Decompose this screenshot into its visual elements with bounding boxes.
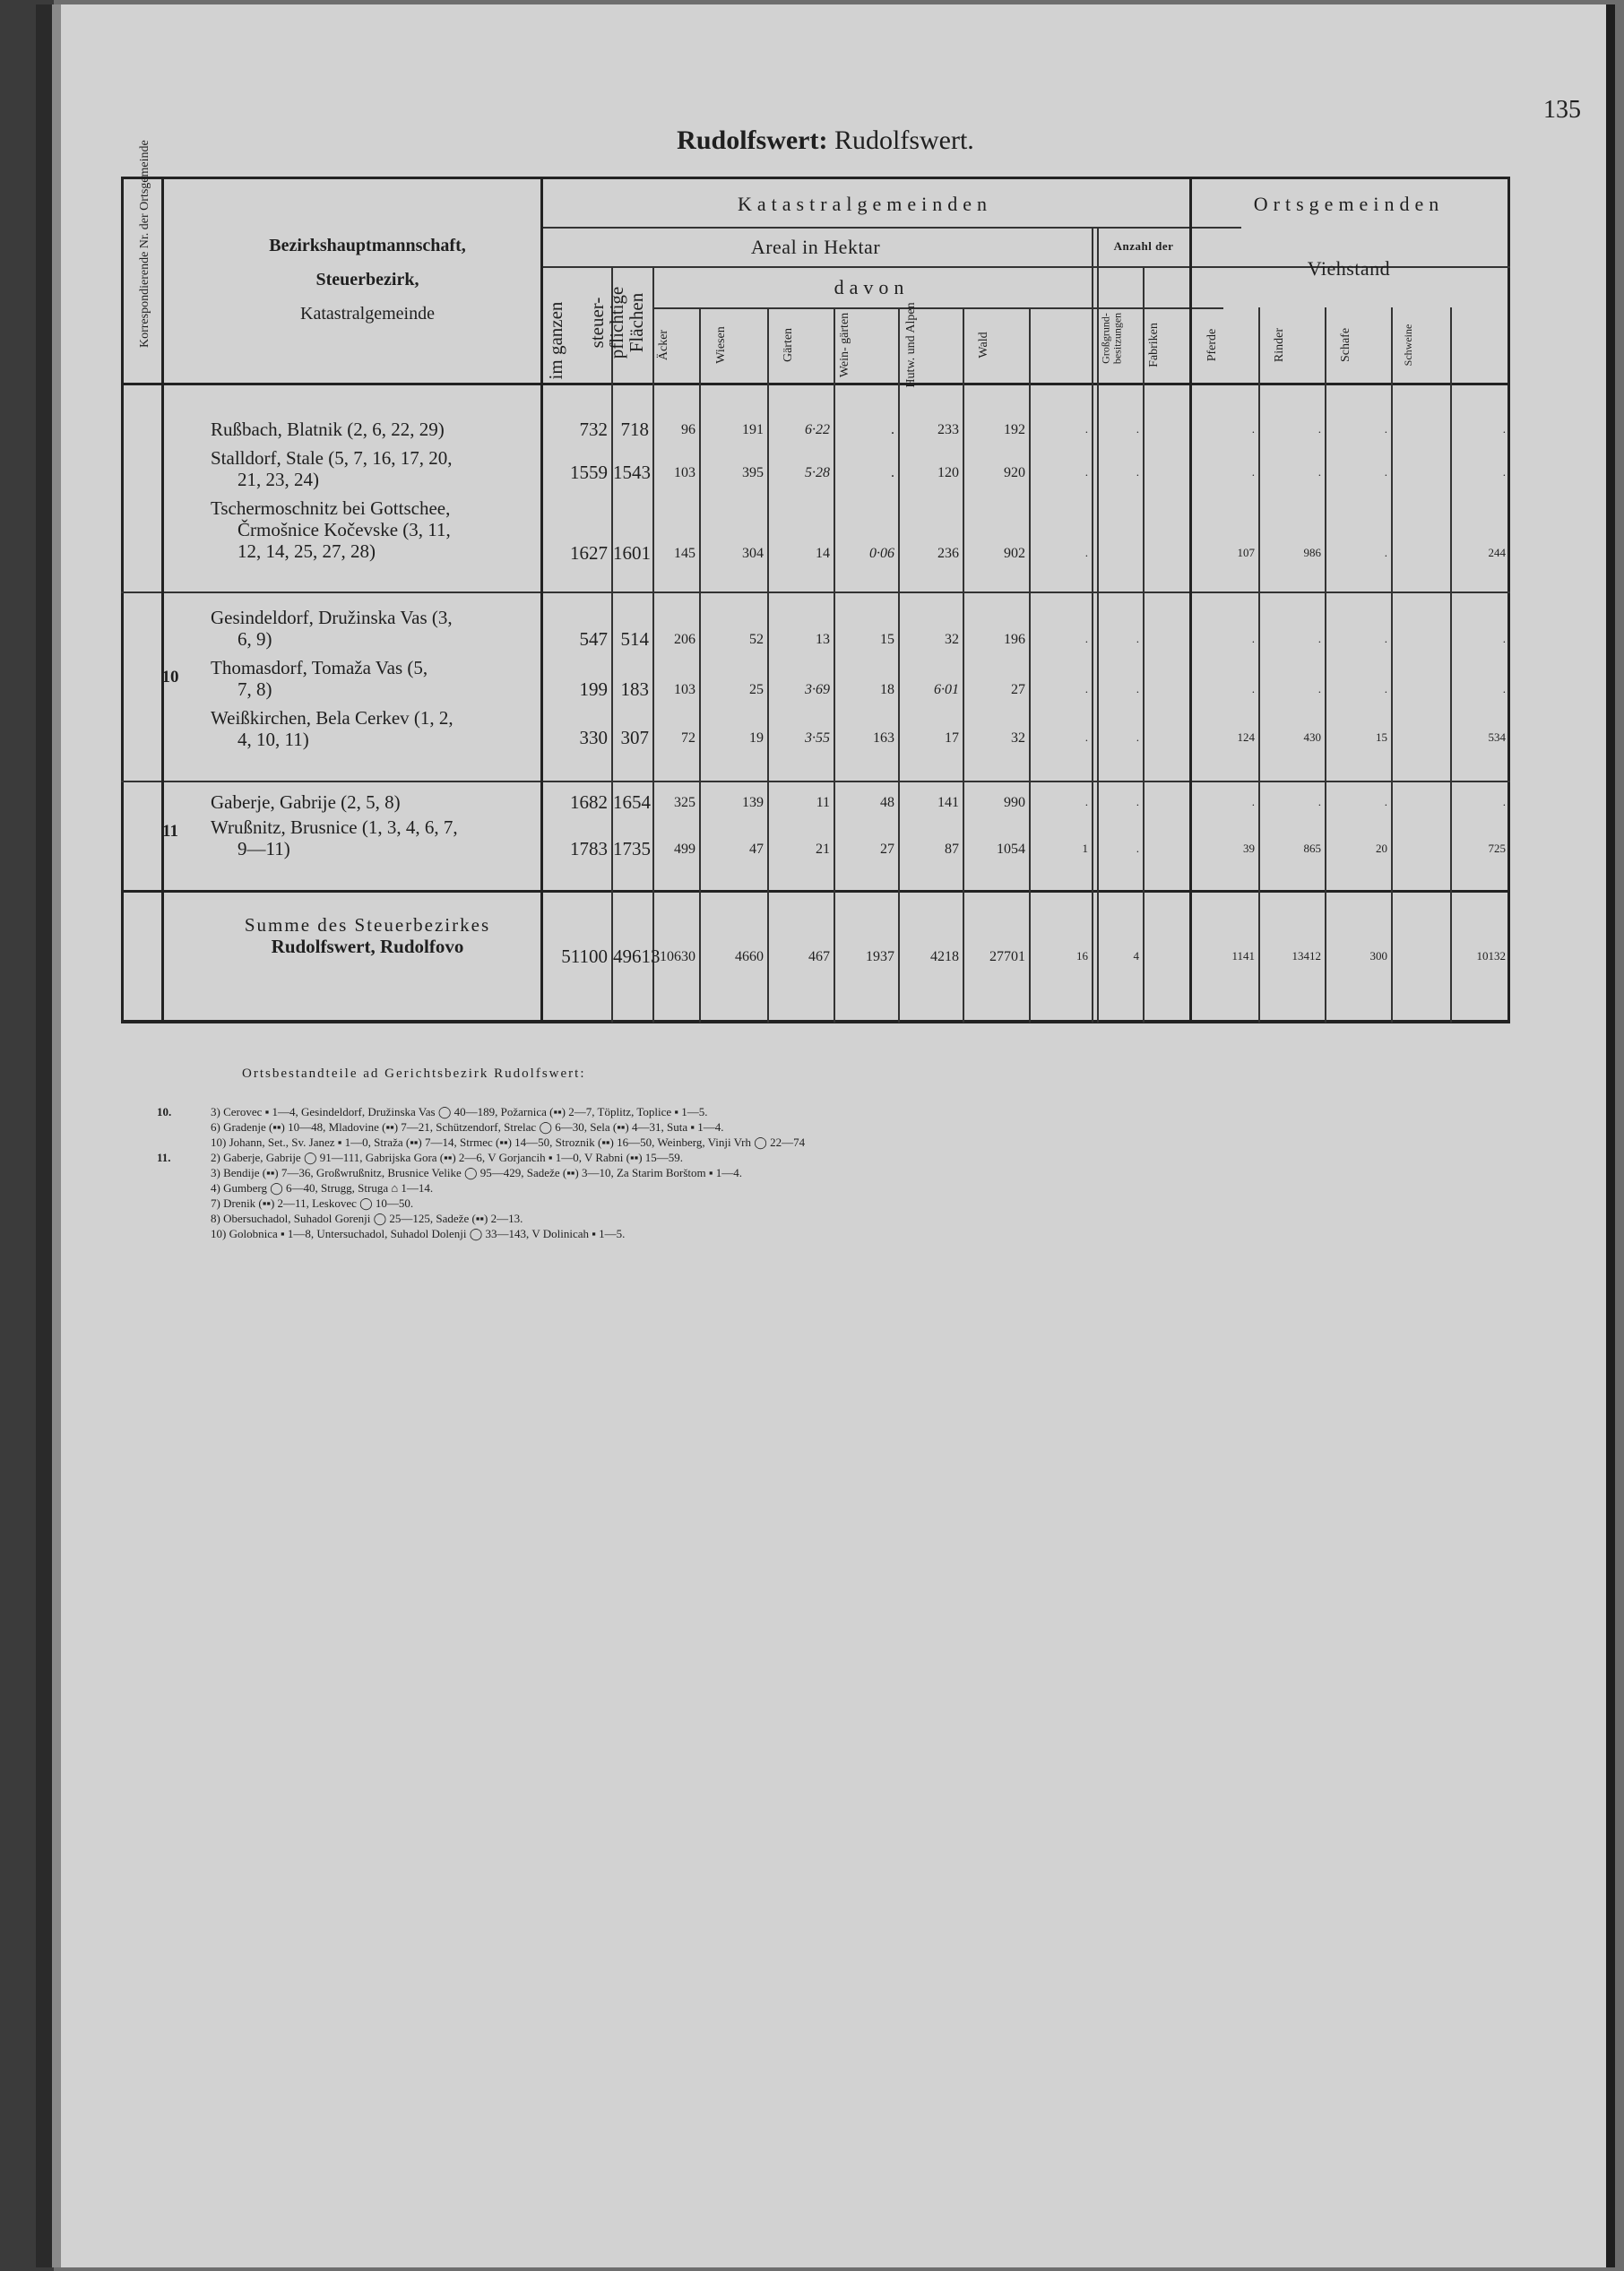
- header-im-ganzen: im ganzen: [545, 301, 566, 380]
- table-cell: 3·55: [805, 730, 830, 746]
- table-cell: .: [1384, 795, 1387, 808]
- table-cell: 192: [1004, 422, 1025, 437]
- header-korr-nr: Korrespondierende Nr. der Ortsgemeinde: [138, 140, 151, 348]
- table-cell: .: [1502, 465, 1506, 479]
- footer-title: Ortsbestandteile ad Gerichtsbezirk Rudolfswert:: [242, 1066, 586, 1081]
- table-cell: 430: [1303, 730, 1321, 744]
- footnote-line: [157, 1212, 1412, 1226]
- table-cell: 236: [937, 546, 959, 561]
- summe-cell: 4: [1133, 949, 1139, 963]
- footnote-text: 7) Drenik (▪▪) 2—11, Leskovec ◯ 10—50.: [211, 1196, 414, 1210]
- page-title: [36, 125, 1615, 156]
- row-name: [211, 497, 569, 562]
- table-cell: 120: [937, 465, 959, 480]
- row-name: [211, 607, 569, 650]
- footnote-text: 3) Bendije (▪▪) 7—36, Großwrußnitz, Brusnice Velike ◯ 95—429, Sadeže (▪▪) 3—10, Za Starim Borštom ▪ 1—4.: [211, 1166, 743, 1179]
- table-cell: .: [1251, 795, 1255, 808]
- row-name-line: 12, 14, 25, 27, 28): [238, 540, 376, 562]
- header-rinder: Rinder: [1273, 327, 1286, 363]
- summe-cell: 27701: [989, 949, 1025, 964]
- table-cell: 13: [816, 632, 830, 647]
- table-cell: .: [1384, 422, 1387, 436]
- table-cell: 1543: [613, 462, 651, 483]
- table-cell: 1654: [613, 791, 651, 813]
- table-cell: 902: [1004, 546, 1025, 561]
- table-cell: .: [1084, 795, 1088, 808]
- book-spine-shadow: [52, 4, 61, 2267]
- footnote-text: 4) Gumberg ◯ 6—40, Strugg, Struga ⌂ 1—14.: [211, 1181, 434, 1195]
- footnote-text: 6) Gradenje (▪▪) 10—48, Mladovine (▪▪) 7—21, Schützendorf, Strelac ◯ 6—30, Sela (▪▪) 4—31, Suta ▪ 1—4.: [211, 1120, 724, 1134]
- table-cell: .: [1384, 465, 1387, 479]
- table-cell: .: [1317, 795, 1321, 808]
- row-name-line: 6, 9): [238, 628, 272, 650]
- summe-cell: 1141: [1231, 949, 1255, 963]
- row-name-line: Wrußnitz, Brusnice (1, 3, 4, 6, 7,: [211, 816, 458, 838]
- table-cell: 5·28: [805, 465, 830, 480]
- table-cell: 39: [1243, 842, 1255, 855]
- footnote-text: 3) Cerovec ▪ 1—4, Gesindeldorf, Družinska Vas ◯ 40—189, Požarnica (▪▪) 2—7, Töplitz, Toplice ▪ 1—5.: [211, 1105, 708, 1118]
- footnote-text: 8) Obersuchadol, Suhadol Gorenji ◯ 25—125, Sadeže (▪▪) 2—13.: [211, 1212, 523, 1225]
- table-cell: 145: [674, 546, 695, 561]
- footnote-line: [157, 1196, 1412, 1211]
- table-cell: 0·06: [869, 546, 894, 561]
- summe-cell: 13412: [1291, 949, 1321, 963]
- row-name: [211, 791, 569, 813]
- header-steuerpflichtige: steuer- pflichtige Flächen: [586, 286, 648, 359]
- table-cell: 244: [1488, 546, 1506, 559]
- footnote-line: [157, 1166, 1412, 1180]
- book-spine: [36, 4, 52, 2267]
- table-cell: 307: [620, 727, 649, 748]
- table-cell: 72: [681, 730, 695, 746]
- header-gaerten: Gärten: [782, 327, 795, 363]
- table-cell: 27: [1011, 682, 1025, 697]
- row-name-line: Gesindeldorf, Družinska Vas (3,: [211, 607, 453, 628]
- header-bez-line1: Bezirkshauptmannschaft,: [269, 236, 466, 255]
- table-cell: 163: [873, 730, 894, 746]
- footnote-text: 10) Johann, Set., Sv. Janez ▪ 1—0, Straža (▪▪) 7—14, Strmec (▪▪) 14—50, Stroznik (▪▪) 16—50, Weinberg, Vinji Vrh ◯ 22—74: [211, 1136, 806, 1149]
- table-cell: 1559: [570, 462, 608, 483]
- header-weingaerten: Wein- gärten: [838, 312, 851, 378]
- table-cell: .: [1384, 546, 1387, 559]
- table-cell: 547: [579, 628, 608, 650]
- table-cell: 32: [1011, 730, 1025, 746]
- header-viehstand: Viehstand: [1307, 257, 1391, 280]
- header-bez-line2: Steuerbezirk,: [315, 270, 419, 289]
- row-name: [211, 816, 569, 859]
- row-name: [211, 419, 569, 440]
- row-name-line: Stalldorf, Stale (5, 7, 16, 17, 20,: [211, 447, 453, 469]
- table-cell: 206: [674, 632, 695, 647]
- page-title-rest: Rudolfswert.: [827, 125, 974, 155]
- row-name-line: Thomasdorf, Tomaža Vas (5,: [211, 657, 428, 678]
- table-cell: .: [1136, 682, 1139, 695]
- row-name-line: Črmošnice Kočevske (3, 11,: [238, 519, 451, 540]
- row-name: [211, 707, 569, 750]
- table-cell: .: [1084, 422, 1088, 436]
- table-cell: 139: [742, 795, 764, 810]
- table-cell: .: [1084, 730, 1088, 744]
- table-cell: .: [1384, 632, 1387, 645]
- table-cell: 141: [937, 795, 959, 810]
- table-cell: .: [1317, 632, 1321, 645]
- table-cell: 6·22: [805, 422, 830, 437]
- header-bezirk: [188, 229, 547, 331]
- table-cell: .: [1136, 795, 1139, 808]
- table-cell: 395: [742, 465, 764, 480]
- row-name-line: 7, 8): [238, 678, 272, 700]
- table-cell: 14: [816, 546, 830, 561]
- header-wald: Wald: [977, 332, 990, 358]
- footnote-line: [157, 1136, 1412, 1150]
- header-bez-line3: Katastralgemeinde: [300, 304, 435, 324]
- table-cell: .: [1251, 465, 1255, 479]
- table-cell: 96: [681, 422, 695, 437]
- table-cell: .: [1317, 465, 1321, 479]
- page-title-bold: Rudolfswert:: [677, 125, 828, 155]
- table-cell: .: [1136, 632, 1139, 645]
- header-schweine: Schweine: [1402, 324, 1414, 367]
- table-cell: 865: [1303, 842, 1321, 855]
- row-name-line: 4, 10, 11): [238, 729, 309, 750]
- table-cell: .: [1251, 632, 1255, 645]
- footnote-line: [157, 1105, 1412, 1119]
- row-name-line: 21, 23, 24): [238, 469, 319, 490]
- table-cell: 19: [749, 730, 764, 746]
- table-cell: 15: [880, 632, 894, 647]
- table-cell: .: [1136, 730, 1139, 744]
- row-name-line: 9—11): [238, 838, 290, 859]
- table-cell: .: [1502, 632, 1506, 645]
- table-cell: 52: [749, 632, 764, 647]
- table-cell: 732: [579, 419, 608, 440]
- header-areal: Areal in Hektar: [750, 236, 881, 258]
- table-cell: 20: [1376, 842, 1387, 855]
- table-cell: 103: [674, 465, 695, 480]
- table-cell: 1054: [997, 842, 1025, 857]
- table-cell: 304: [742, 546, 764, 561]
- table-cell: .: [1084, 682, 1088, 695]
- header-hutweiden: Hutw. und Alpen: [904, 302, 918, 388]
- table-cell: 191: [742, 422, 764, 437]
- table-cell: 718: [620, 419, 649, 440]
- table-cell: 725: [1488, 842, 1506, 855]
- table-cell: 11: [816, 795, 830, 810]
- header-fabriken: Fabriken: [1147, 323, 1161, 367]
- table-cell: 199: [579, 678, 608, 700]
- table-cell: 325: [674, 795, 695, 810]
- table-cell: 87: [945, 842, 959, 857]
- table-cell: .: [1384, 682, 1387, 695]
- section-number: 10: [161, 668, 179, 686]
- table-cell: 18: [880, 682, 894, 697]
- table-cell: .: [1136, 842, 1139, 855]
- footnote-line: [157, 1120, 1412, 1135]
- table-cell: 920: [1004, 465, 1025, 480]
- table-cell: 1601: [613, 542, 651, 564]
- summe-cell: 1937: [866, 949, 894, 964]
- summe-cell: 10132: [1476, 949, 1506, 963]
- table-cell: .: [1084, 546, 1088, 559]
- summe-cell: 300: [1369, 949, 1387, 963]
- table-cell: 103: [674, 682, 695, 697]
- table-cell: 48: [880, 795, 894, 810]
- summe-line1: Summe des Steuerbezirkes: [244, 914, 491, 936]
- table-cell: 15: [1376, 730, 1387, 744]
- row-name: [211, 447, 569, 490]
- table-cell: .: [891, 422, 894, 437]
- header-grossgrund: Großgrund- besitzungen: [1099, 312, 1124, 365]
- table-cell: .: [1251, 682, 1255, 695]
- document-page: [36, 4, 1615, 2267]
- table-cell: .: [1502, 422, 1506, 436]
- table-cell: 990: [1004, 795, 1025, 810]
- table-cell: 1682: [570, 791, 608, 813]
- summe-label: [197, 914, 538, 957]
- table-cell: 986: [1303, 546, 1321, 559]
- row-name-line: Weißkirchen, Bela Cerkev (1, 2,: [211, 707, 454, 729]
- table-cell: 3·69: [805, 682, 830, 697]
- table-cell: 47: [749, 842, 764, 857]
- table-cell: .: [1084, 632, 1088, 645]
- header-schafe: Schafe: [1339, 327, 1352, 363]
- table-cell: 1: [1082, 842, 1088, 855]
- table-cell: .: [1084, 465, 1088, 479]
- table-cell: 233: [937, 422, 959, 437]
- footnote-text: 10) Golobnica ▪ 1—8, Untersuchadol, Suhadol Dolenji ◯ 33—143, V Dolinicah ▪ 1—5.: [211, 1227, 626, 1240]
- table-cell: 196: [1004, 632, 1025, 647]
- row-name-line: Gaberje, Gabrije (2, 5, 8): [211, 791, 401, 813]
- table-cell: .: [1317, 422, 1321, 436]
- footnote-section: 10.: [157, 1105, 172, 1118]
- summe-cell: 16: [1076, 949, 1088, 963]
- table-cell: 183: [620, 678, 649, 700]
- table-cell: 1735: [613, 838, 651, 859]
- summe-cell: 10630: [660, 949, 695, 964]
- header-davon: davon: [834, 276, 910, 298]
- table-cell: 32: [945, 632, 959, 647]
- table-cell: 107: [1237, 546, 1255, 559]
- table-cell: 25: [749, 682, 764, 697]
- row-name-line: Rußbach, Blatnik (2, 6, 22, 29): [211, 419, 445, 440]
- summe-cell: 4660: [735, 949, 764, 964]
- footnote-text: 2) Gaberje, Gabrije ◯ 91—111, Gabrijska Gora (▪▪) 2—6, V Gorjancih ▪ 1—0, V Rabni (▪▪) 15—59.: [211, 1151, 684, 1164]
- footnote-section: 11.: [157, 1151, 171, 1164]
- header-pferde: Pferde: [1205, 328, 1219, 362]
- summe-line2: Rudolfswert, Rudolfovo: [271, 936, 464, 957]
- footnote-line: [157, 1181, 1412, 1196]
- header-wiesen: Wiesen: [714, 326, 728, 364]
- table-cell: .: [1136, 465, 1139, 479]
- footnote-line: [157, 1227, 1412, 1241]
- page-edge: [1606, 4, 1615, 2267]
- row-name-line: Tschermoschnitz bei Gottschee,: [211, 497, 451, 519]
- table-cell: .: [1251, 422, 1255, 436]
- table-cell: 21: [816, 842, 830, 857]
- table-cell: 1627: [570, 542, 608, 564]
- footnote-line: [157, 1151, 1412, 1165]
- table-cell: .: [1136, 422, 1139, 436]
- table-cell: .: [1317, 682, 1321, 695]
- table-cell: 17: [945, 730, 959, 746]
- summe-cell: 49613: [613, 946, 661, 967]
- header-aecker: Äcker: [657, 329, 670, 361]
- table-cell: .: [891, 465, 894, 480]
- table-cell: 124: [1237, 730, 1255, 744]
- table-cell: .: [1502, 682, 1506, 695]
- table-cell: 534: [1488, 730, 1506, 744]
- table-cell: 27: [880, 842, 894, 857]
- table-cell: 499: [674, 842, 695, 857]
- header-ortsgemeinden: Ortsgemeinden: [1253, 193, 1445, 215]
- header-katastralgemeinden: Katastralgemeinden: [738, 193, 992, 215]
- summe-cell: 467: [808, 949, 830, 964]
- table-cell: .: [1502, 795, 1506, 808]
- summe-cell: 51100: [561, 946, 608, 967]
- row-name: [211, 657, 569, 700]
- page-number: 135: [1543, 96, 1581, 124]
- table-cell: 514: [620, 628, 649, 650]
- section-number: 11: [162, 822, 178, 841]
- summe-cell: 4218: [930, 949, 959, 964]
- table-cell: 1783: [570, 838, 608, 859]
- header-anzahl: Anzahl der: [1113, 239, 1174, 253]
- table-cell: 330: [579, 727, 608, 748]
- table-cell: 6·01: [934, 682, 959, 697]
